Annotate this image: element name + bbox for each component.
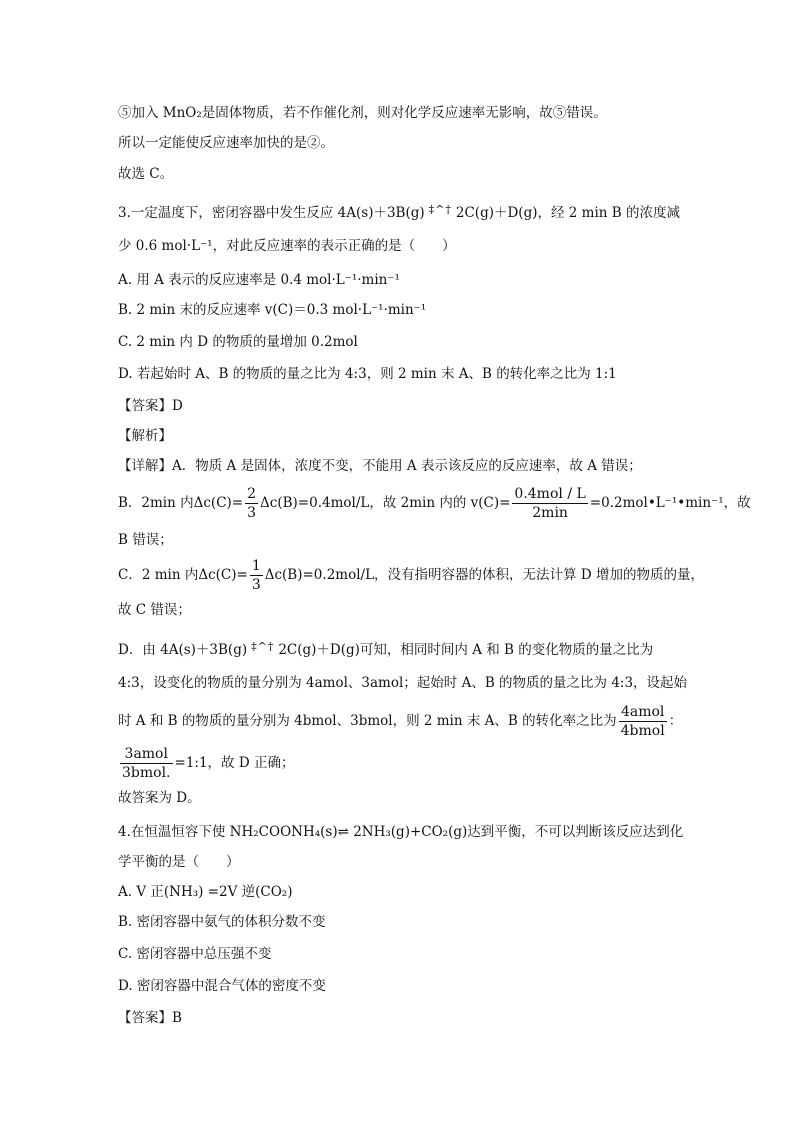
detail-d: D．由 4A(s)＋3B(g) ‡^† 2C(g)＋D(g)可知，相同时间内 A 和 B 的变化物质的量之比为	[118, 637, 653, 660]
text-line: 所以一定能使反应速率加快的是②。	[118, 135, 334, 151]
detail-c-cont: 故 C 错误；	[118, 602, 191, 618]
question-4-option-d: D. 密闭容器中混合气体的密度不变	[118, 978, 326, 994]
detail-d-cont: 4:3，设变化的物质的量分别为 4amol、3amol；起始时 A、B 的物质的量之比为 4:3，设起始	[118, 675, 688, 691]
fraction: $\frac{\text{0.4mol / L}}{2\min}$	[514, 486, 586, 521]
reversible-arrow-icon: ‡^†	[428, 203, 452, 216]
question-4-option-b: B. 密闭容器中氨气的体积分数不变	[118, 914, 326, 930]
reversible-arrow-icon: ‡^†	[251, 640, 275, 653]
text-line: ⑤加入 MnO₂是固体物质，若不作催化剂，则对化学反应速率无影响，故⑤错误。	[118, 105, 607, 121]
question-3-option-a: A. 用 A 表示的反应速率是 0.4 mol·L⁻¹·min⁻¹	[118, 272, 400, 288]
analysis-3-heading: 【解析】	[118, 428, 172, 444]
text-line: 故选 C。	[118, 166, 174, 182]
detail-b-cont: B 错误；	[118, 532, 173, 548]
detail-d-cont2: 时 A 和 B 的物质的量分别为 4bmol、3bmol，则 2 min 末 A、B 的转化率之比为 $\frac{\text{4amol}}{\text{4bmol}}$ ：	[118, 704, 683, 739]
detail-b: B．2min 内Δc(C)= $\frac{2}{3}$ Δc(B)=0.4mol/L，故 2min 内的 v(C)= $\frac{\text{0.4mol / L}}{2\min}$ =0.2mol•L⁻¹•min⁻¹，故	[118, 486, 751, 521]
question-4-stem: 4.在恒温恒容下使 NH₂COONH₄(s)⇌ 2NH₃(g)+CO₂(g)达到平衡，不可以判断该反应达到化	[118, 824, 684, 840]
question-3-stem: 3.一定温度下，密闭容器中发生反应 4A(s)＋3B(g) ‡^† 2C(g)＋D(g)，经 2 min B 的浓度减	[118, 200, 680, 223]
answer-3: 【答案】D	[118, 398, 183, 414]
question-3-option-d: D. 若起始时 A、B 的物质的量之比为 4:3，则 2 min 末 A、B 的转化率之比为 1:1	[118, 366, 617, 382]
detail-a: 【详解】A．物质 A 是固体，浓度不变，不能用 A 表示该反应的反应速率，故 A 错误；	[118, 458, 642, 474]
question-4-option-c: C. 密闭容器中总压强不变	[118, 946, 272, 962]
fraction: $\frac{1}{3}$	[251, 558, 261, 593]
final-answer-3: 故答案为 D。	[118, 790, 201, 806]
fraction: $\frac{2}{3}$	[247, 486, 257, 521]
question-3-option-c: C. 2 min 内 D 的物质的量增加 0.2mol	[118, 334, 358, 350]
question-3-stem-cont: 少 0.6 mol·L⁻¹，对此反应速率的表示正确的是（ ）	[118, 238, 456, 254]
answer-4: 【答案】B	[118, 1010, 182, 1026]
fraction: $\frac{\text{4amol}}{\text{4bmol}}$	[620, 704, 665, 739]
question-4-option-a: A. V 正(NH₃) =2V 逆(CO₂)	[118, 884, 293, 900]
question-3-option-b: B. 2 min 末的反应速率 v(C)＝0.3 mol·L⁻¹·min⁻¹	[118, 302, 427, 318]
detail-d-cont3: $\frac{\text{3amol}}{\text{3bmol.}}$ =1:1，故 D 正确；	[122, 746, 295, 781]
fraction: $\frac{\text{3amol}}{\text{3bmol.}}$	[122, 746, 171, 781]
question-4-stem-cont: 学平衡的是（ ）	[118, 854, 240, 870]
detail-c: C．2 min 内Δc(C)= $\frac{1}{3}$ Δc(B)=0.2mol/L，没有指明容器的体积，无法计算 D 增加的物质的量，	[118, 558, 704, 593]
